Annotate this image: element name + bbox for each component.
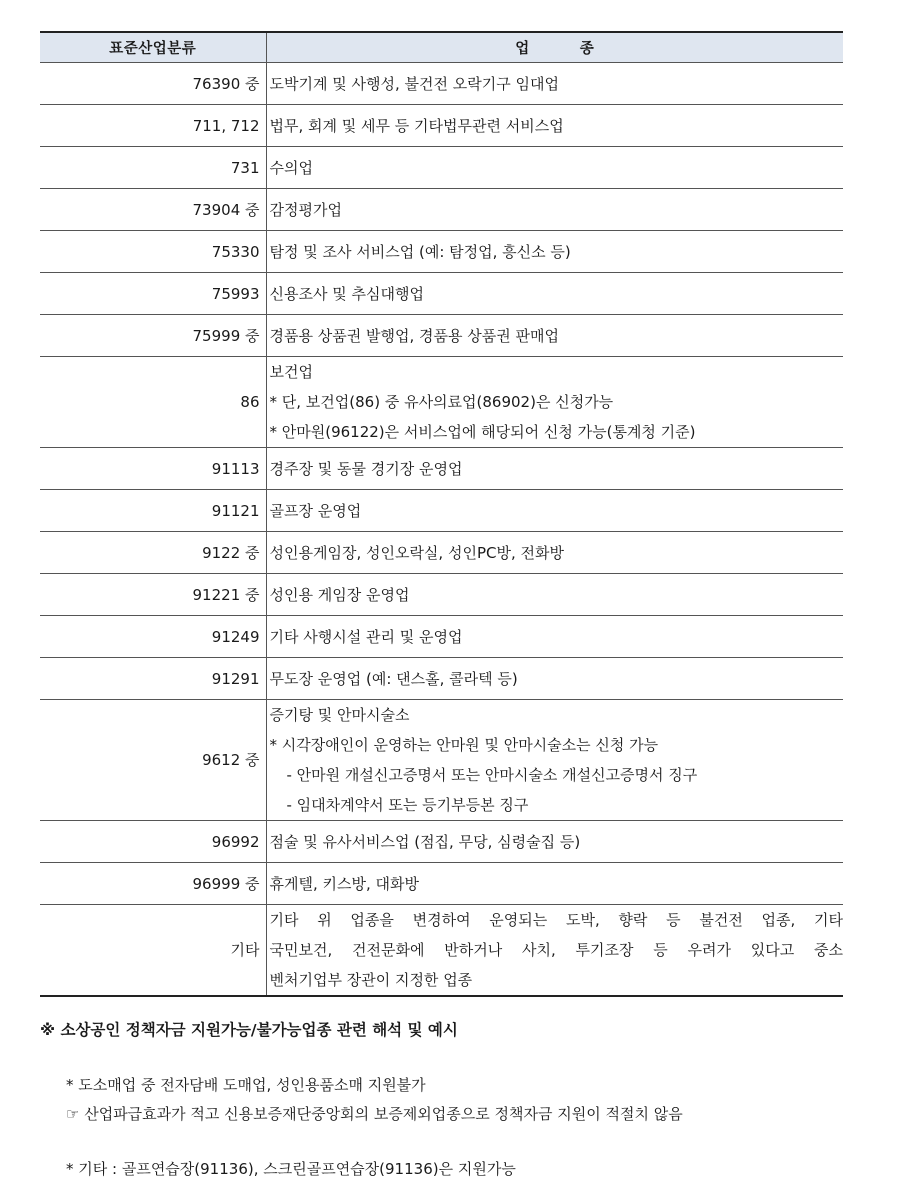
- industry-description: [266, 532, 843, 574]
- description-line: - 임대차계약서 또는 등기부등본 징구: [286, 796, 529, 814]
- classification-code: 96999 중: [40, 863, 266, 905]
- table-header-row: [40, 32, 843, 63]
- classification-code: 91121: [40, 490, 266, 532]
- excluded-industries-table: [40, 31, 843, 997]
- description-line: 벤처기업부 장관이 지정한 업종: [269, 971, 473, 989]
- description-line: 성인용 게임장 운영업: [269, 585, 410, 604]
- description-line: 신용조사 및 추심대행업: [269, 284, 424, 303]
- header-industry: 업 종: [266, 32, 843, 63]
- industry-description: [266, 616, 843, 658]
- table-row: [40, 189, 843, 231]
- note-item-wholesale: * 도소매업 중 전자담배 도매업, 성인용품소매 지원불가: [66, 1076, 426, 1094]
- description-line: 휴게텔, 키스방, 대화방: [269, 874, 419, 893]
- industry-description: [266, 63, 843, 105]
- industry-description: [266, 189, 843, 231]
- table-row: [40, 105, 843, 147]
- description-line: * 시각장애인이 운영하는 안마원 및 안마시술소는 신청 가능: [269, 736, 659, 754]
- table-row: [40, 448, 843, 490]
- description-line: 골프장 운영업: [269, 501, 362, 520]
- classification-code: 91113: [40, 448, 266, 490]
- industry-description: [266, 315, 843, 357]
- table-row: [40, 658, 843, 700]
- classification-code: 711, 712: [40, 105, 266, 147]
- classification-code: 75330: [40, 231, 266, 273]
- industry-description: [266, 700, 843, 821]
- classification-code: 기타: [40, 905, 266, 997]
- table-row: [40, 357, 843, 448]
- table-row: [40, 532, 843, 574]
- classification-code: 91221 중: [40, 574, 266, 616]
- description-line: - 안마원 개설신고증명서 또는 안마시술소 개설신고증명서 징구: [286, 766, 698, 784]
- table-row: [40, 616, 843, 658]
- description-line: 도박기계 및 사행성, 불건전 오락기구 임대업: [269, 74, 559, 93]
- industry-description: [266, 863, 843, 905]
- classification-code: 75999 중: [40, 315, 266, 357]
- description-line: 보건업: [269, 363, 313, 381]
- classification-code: 73904 중: [40, 189, 266, 231]
- description-line: 무도장 운영업 (예: 댄스홀, 콜라텍 등): [269, 669, 518, 688]
- table-row: [40, 863, 843, 905]
- classification-code: 76390 중: [40, 63, 266, 105]
- note-item-golf: * 기타 : 골프연습장(91136), 스크린골프연습장(91136)은 지원가능: [66, 1160, 516, 1178]
- description-line: 국민보건, 건전문화에 반하거나 사치, 투기조장 등 우려가 있다고 중소: [269, 941, 843, 959]
- table-row: [40, 905, 843, 997]
- classification-code: 75993: [40, 273, 266, 315]
- description-line: 성인용게임장, 성인오락실, 성인PC방, 전화방: [269, 543, 564, 562]
- description-line: 수의업: [269, 158, 313, 177]
- classification-code: 96992: [40, 821, 266, 863]
- description-line: 증기탕 및 안마시술소: [269, 706, 410, 724]
- industry-description: [266, 147, 843, 189]
- industry-description: [266, 273, 843, 315]
- notes-title: ※ 소상공인 정책자금 지원가능/불가능업종 관련 해석 및 예시: [40, 1021, 458, 1039]
- table-row: [40, 147, 843, 189]
- industry-description: [266, 905, 843, 997]
- industry-description: [266, 357, 843, 448]
- industry-description: [266, 574, 843, 616]
- industry-description: [266, 658, 843, 700]
- note-item-reason: ☞ 산업파급효과가 적고 신용보증재단중앙회의 보증제외업종으로 정책자금 지원이 적절치 않음: [66, 1105, 683, 1123]
- classification-code: 731: [40, 147, 266, 189]
- description-line: 기타 사행시설 관리 및 운영업: [269, 627, 463, 646]
- table-row: [40, 273, 843, 315]
- table-row: [40, 700, 843, 821]
- table-row: [40, 63, 843, 105]
- description-line: * 안마원(96122)은 서비스업에 해당되어 신청 가능(통계청 기준): [269, 423, 696, 441]
- industry-description: [266, 490, 843, 532]
- description-line: 탐정 및 조사 서비스업 (예: 탐정업, 흥신소 등): [269, 242, 571, 261]
- classification-code: 91291: [40, 658, 266, 700]
- industry-description: [266, 821, 843, 863]
- industry-description: [266, 448, 843, 490]
- description-line: 기타 위 업종을 변경하여 운영되는 도박, 향락 등 불건전 업종, 기타: [269, 911, 843, 929]
- header-standard-classification: 표준산업분류: [40, 32, 266, 63]
- industry-description: [266, 231, 843, 273]
- description-line: 감정평가업: [269, 200, 342, 219]
- interpretation-notes: [40, 1015, 850, 1184]
- table-row: [40, 490, 843, 532]
- description-line: 법무, 회계 및 세무 등 기타법무관련 서비스업: [269, 116, 564, 135]
- classification-code: 86: [40, 357, 266, 448]
- table-row: [40, 821, 843, 863]
- description-line: 경품용 상품권 발행업, 경품용 상품권 판매업: [269, 326, 559, 345]
- industry-classification-table-container: [40, 31, 843, 997]
- description-line: 경주장 및 동물 경기장 운영업: [269, 459, 463, 478]
- classification-code: 91249: [40, 616, 266, 658]
- table-row: [40, 231, 843, 273]
- description-line: 점술 및 유사서비스업 (점집, 무당, 심령술집 등): [269, 832, 581, 851]
- table-row: [40, 574, 843, 616]
- classification-code: 9612 중: [40, 700, 266, 821]
- table-row: [40, 315, 843, 357]
- description-line: * 단, 보건업(86) 중 유사의료업(86902)은 신청가능: [269, 393, 614, 411]
- industry-description: [266, 105, 843, 147]
- classification-code: 9122 중: [40, 532, 266, 574]
